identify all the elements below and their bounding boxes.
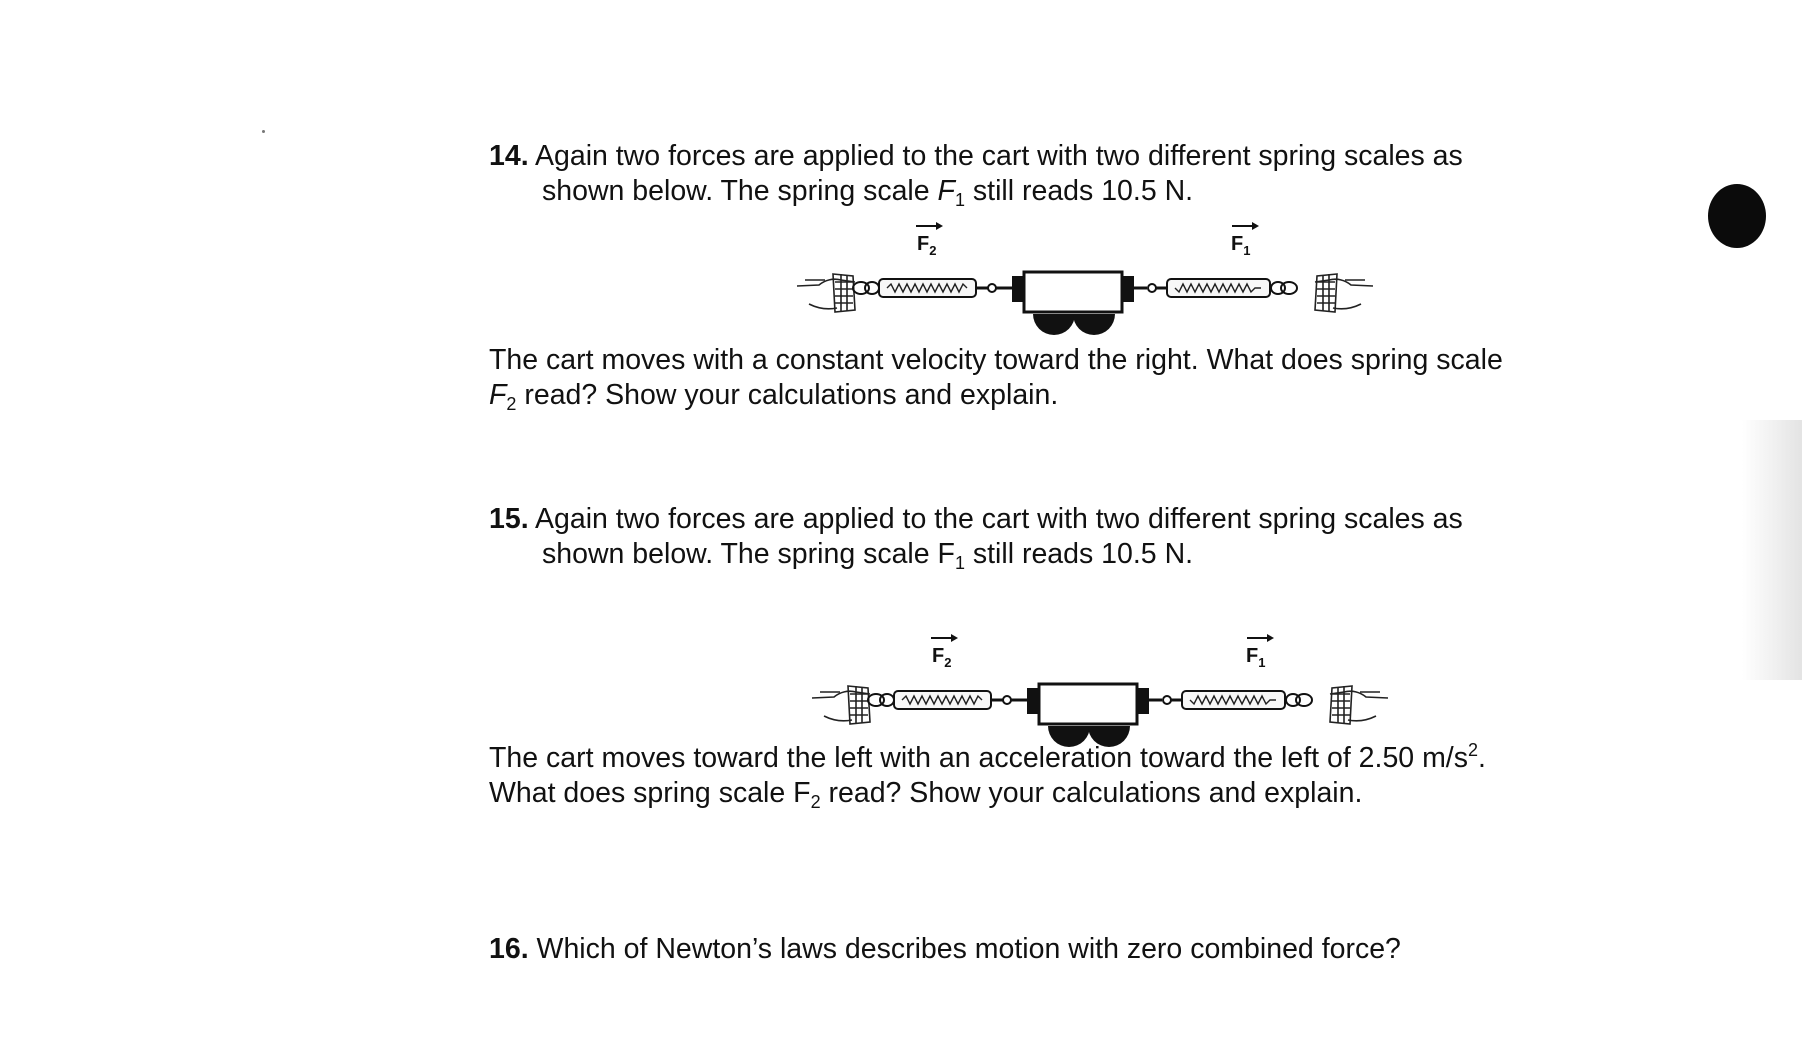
question-14-text-1: Again two forces are applied to the cart with two different spring scales as bbox=[534, 140, 1463, 172]
question-14-text-3: still reads 10.5 N. bbox=[964, 175, 1194, 207]
f1-label-subscript: 1 bbox=[1243, 243, 1251, 258]
question-16-line-1 bbox=[489, 932, 1629, 967]
left-hand-icon bbox=[797, 274, 855, 312]
svg-text:F2 bbox=[917, 233, 936, 258]
f1-label-subscript: 1 bbox=[1258, 655, 1266, 670]
f2-vector-label bbox=[931, 634, 958, 670]
question-15-followup-line-1 bbox=[489, 741, 1629, 776]
question-14-followup-line-1: The cart moves with a constant velocity toward the right. What does spring scale bbox=[489, 344, 1503, 376]
spring-scale-f1 bbox=[1149, 691, 1312, 709]
acceleration-exponent: 2 bbox=[1467, 740, 1478, 760]
spring-scale-f2 bbox=[868, 691, 1027, 709]
question-14-number: 14. bbox=[489, 140, 529, 172]
f1-subscript: 1 bbox=[954, 190, 965, 210]
question-16-text: Which of Newton’s laws describes motion with zero combined force? bbox=[536, 933, 1401, 965]
scan-speck bbox=[262, 130, 265, 133]
question-14-followup-line-2 bbox=[489, 378, 1629, 413]
question-14-prompt bbox=[489, 139, 1629, 209]
f1-vector-label bbox=[1231, 222, 1259, 258]
cart-wheel-left bbox=[1033, 314, 1075, 335]
f2-label-subscript: 2 bbox=[944, 655, 952, 670]
question-14-line-1 bbox=[489, 139, 1629, 174]
question-15-followup bbox=[489, 741, 1629, 811]
left-hand-icon bbox=[812, 686, 870, 724]
f2-vector-label bbox=[916, 222, 943, 258]
f2-variable: F bbox=[489, 379, 507, 411]
question-15-line-2 bbox=[489, 537, 1629, 572]
f2-label-letter: F bbox=[917, 233, 930, 255]
question-15-followup-period: . bbox=[1478, 742, 1486, 774]
cart-spring-scale-diagram bbox=[795, 218, 1375, 336]
svg-text:F2 bbox=[932, 645, 951, 670]
svg-text:F1 bbox=[1246, 645, 1265, 670]
question-15-text-1: Again two forces are applied to the cart with two different spring scales as bbox=[534, 503, 1463, 535]
question-14-followup bbox=[489, 343, 1629, 413]
spring-scale-f1 bbox=[1134, 279, 1297, 297]
f2-subscript: 2 bbox=[810, 792, 821, 812]
question-15-followup-text-2: What does spring scale F bbox=[489, 777, 811, 809]
cart-wheel-right bbox=[1073, 314, 1115, 335]
question-15-text-2: shown below. The spring scale F bbox=[542, 538, 955, 570]
cart bbox=[1027, 684, 1149, 747]
question-14-line-2 bbox=[489, 174, 1629, 209]
question-15-followup-line-2 bbox=[489, 776, 1629, 811]
question-15-number: 15. bbox=[489, 503, 529, 535]
question-15-followup-text-1: The cart moves toward the left with an acceleration toward the left of 2.50 m/s bbox=[489, 742, 1468, 774]
question-15-prompt bbox=[489, 502, 1629, 572]
f2-subscript: 2 bbox=[506, 394, 517, 414]
f1-label-letter: F bbox=[1231, 233, 1244, 255]
right-hand-icon bbox=[1330, 686, 1388, 724]
f1-variable: F bbox=[937, 175, 955, 207]
cart-spring-scale-diagram bbox=[810, 630, 1390, 748]
question-15-figure bbox=[810, 630, 1390, 748]
cart bbox=[1012, 272, 1134, 335]
question-15-followup-text-3: read? Show your calculations and explain. bbox=[820, 777, 1363, 809]
f1-subscript: 1 bbox=[954, 553, 965, 573]
question-14-followup-text: read? Show your calculations and explain. bbox=[516, 379, 1059, 411]
binder-hole bbox=[1708, 184, 1766, 248]
question-16-prompt bbox=[489, 932, 1629, 967]
question-16-number: 16. bbox=[489, 933, 529, 965]
f1-label-letter: F bbox=[1246, 645, 1259, 667]
question-14-text-2: shown below. The spring scale bbox=[542, 175, 938, 207]
f1-vector-label bbox=[1246, 634, 1274, 670]
page-edge-shadow bbox=[1742, 420, 1802, 680]
right-hand-icon bbox=[1315, 274, 1373, 312]
question-15-text-3: still reads 10.5 N. bbox=[964, 538, 1194, 570]
spring-scale-f2 bbox=[853, 279, 1012, 297]
question-14-figure bbox=[795, 218, 1375, 336]
f2-label-subscript: 2 bbox=[929, 243, 937, 258]
svg-text:F1 bbox=[1231, 233, 1250, 258]
f2-label-letter: F bbox=[932, 645, 945, 667]
question-15-line-1 bbox=[489, 502, 1629, 537]
